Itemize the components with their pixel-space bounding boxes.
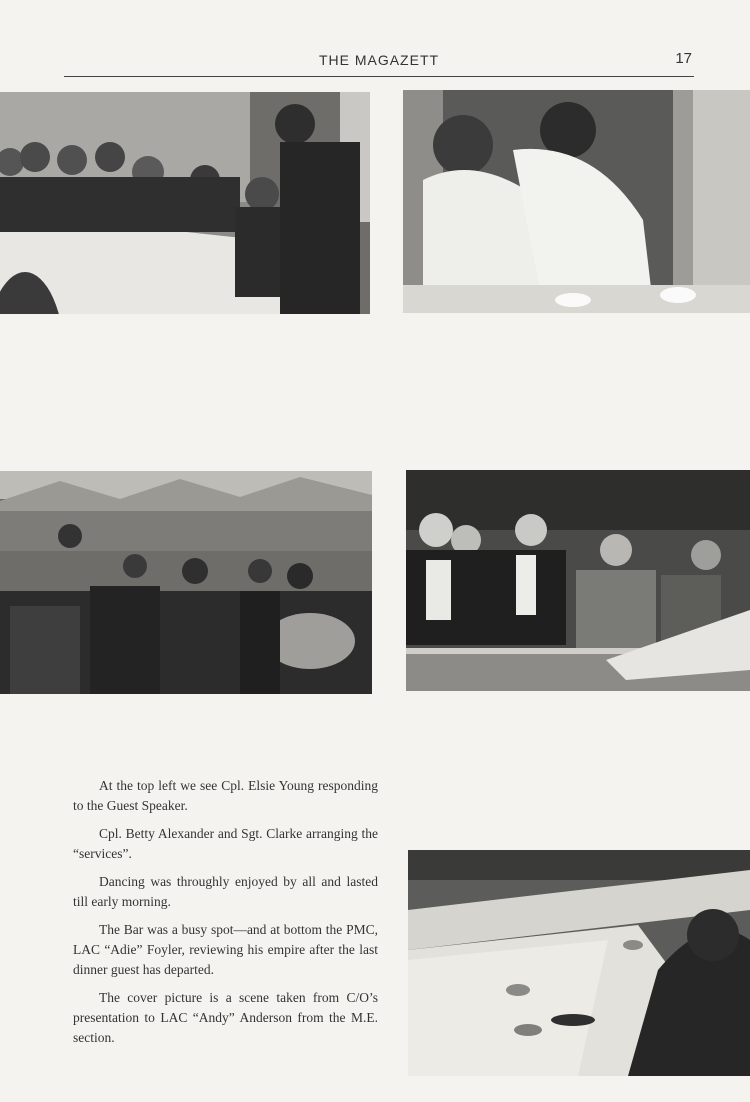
photo-banquet-head-table [0,92,370,314]
page-header [64,48,694,77]
caption-paragraph: Cpl. Betty Alexander and Sgt. Clarke arranging the “services”. [73,826,378,861]
page-number: 17 [675,50,692,67]
caption-paragraph: Dancing was throughly enjoyed by all and lasted till early morning. [73,874,378,909]
magazine-title: THE MAGAZETT [318,52,440,68]
photo-arranging-services [403,90,750,313]
caption-paragraph: The cover picture is a scene taken from C/O’s presentation to LAC “Andy” Anderson from the M.E. section. [73,990,378,1045]
caption-block [73,776,378,1056]
caption-paragraph: The Bar was a busy spot—and at bottom the PMC, LAC “Adie” Foyler, reviewing his empire after the last dinner guest has departed. [73,922,378,977]
photo-dancing [0,471,372,694]
photo-bar [406,470,750,691]
caption-paragraph: At the top left we see Cpl. Elsie Young responding to the Guest Speaker. [73,778,378,813]
photo-dining-tables [408,850,750,1076]
